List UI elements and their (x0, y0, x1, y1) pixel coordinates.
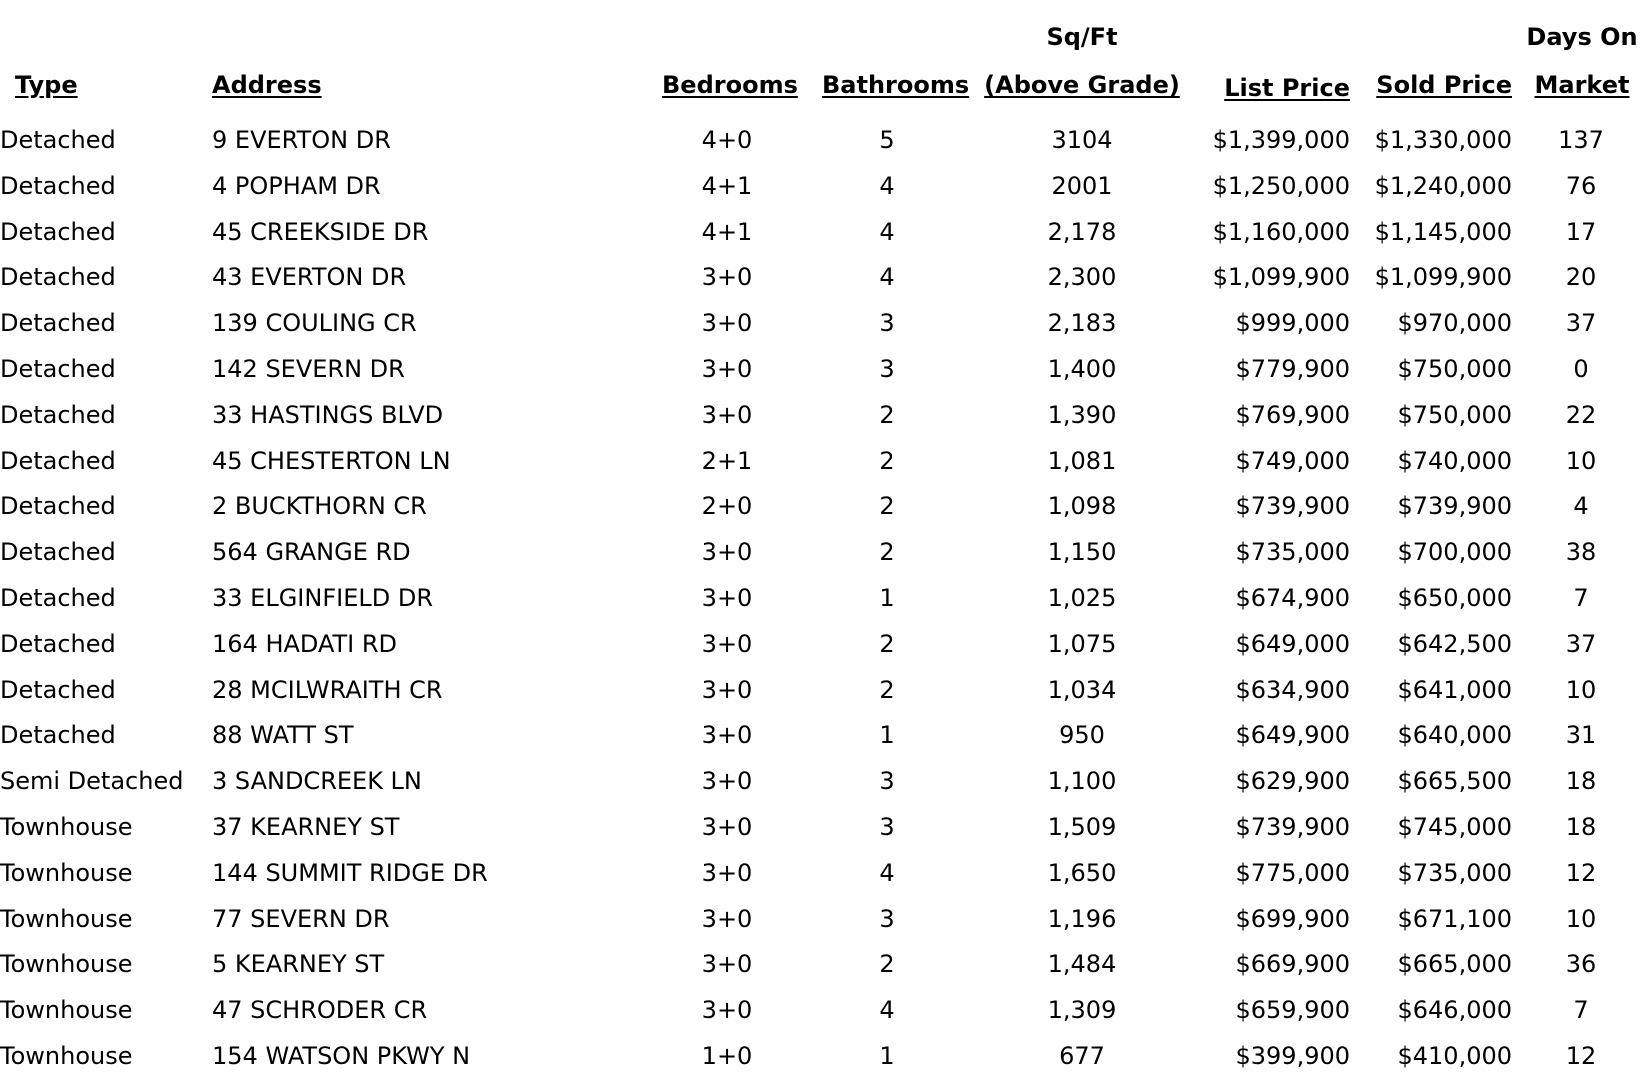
cell-sold-price: $1,240,000 (1374, 171, 1512, 200)
cell-sold-price: $1,330,000 (1374, 126, 1512, 154)
listings-table (0, 118, 1650, 1080)
cell-sqft: 2,183 (1047, 309, 1117, 338)
cell-list-price: $649,000 (1235, 629, 1350, 658)
cell-sold-price: $650,000 (1397, 583, 1512, 612)
cell-bathrooms: 1 (879, 583, 895, 612)
table-row (0, 347, 1650, 393)
cell-sqft: 1,390 (1047, 400, 1117, 429)
cell-type: Detached (0, 583, 116, 612)
table-row (0, 713, 1650, 759)
table-row (0, 942, 1650, 988)
cell-address: 88 WATT ST (212, 721, 354, 750)
cell-address: 45 CHESTERTON LN (212, 446, 451, 475)
header-sold-price (1360, 70, 1512, 100)
cell-bedrooms: 3+0 (701, 767, 753, 796)
header-sqft-line2: (Above Grade) (984, 71, 1180, 99)
cell-bedrooms: 4+1 (701, 217, 753, 246)
cell-days-on-market: 22 (1565, 400, 1597, 429)
cell-sqft: 2001 (1051, 171, 1113, 200)
cell-days-on-market: 12 (1565, 1041, 1597, 1070)
cell-list-price: $775,000 (1235, 858, 1350, 887)
cell-list-price: $1,399,000 (1212, 126, 1350, 154)
cell-days-on-market: 18 (1565, 767, 1597, 796)
cell-address: 28 MCILWRAITH CR (212, 675, 443, 704)
cell-list-price: $399,900 (1235, 1041, 1350, 1070)
cell-sold-price: $1,099,900 (1374, 263, 1512, 292)
header-sqft-line1: Sq/Ft (1046, 23, 1118, 51)
cell-address: 5 KEARNEY ST (212, 950, 385, 979)
cell-days-on-market: 10 (1565, 446, 1597, 475)
cell-sqft: 1,196 (1047, 904, 1117, 933)
cell-sold-price: $641,000 (1397, 675, 1512, 704)
cell-days-on-market: 7 (1573, 583, 1589, 612)
cell-type: Townhouse (0, 812, 133, 841)
header-address (212, 70, 322, 100)
cell-address: 9 EVERTON DR (212, 126, 391, 154)
cell-list-price: $739,900 (1235, 492, 1350, 521)
cell-sqft: 1,400 (1047, 354, 1117, 383)
cell-days-on-market: 17 (1565, 217, 1597, 246)
cell-list-price: $1,099,900 (1212, 263, 1350, 292)
cell-address: 142 SEVERN DR (212, 354, 405, 383)
table-row (0, 530, 1650, 576)
cell-sold-price: $640,000 (1397, 721, 1512, 750)
table-row (0, 805, 1650, 851)
cell-list-price: $634,900 (1235, 675, 1350, 704)
table-row (0, 439, 1650, 485)
cell-list-price: $649,900 (1235, 721, 1350, 750)
cell-list-price: $769,900 (1235, 400, 1350, 429)
cell-bathrooms: 4 (879, 858, 895, 887)
cell-bathrooms: 2 (879, 629, 895, 658)
cell-sqft: 1,081 (1047, 446, 1117, 475)
cell-sold-price: $739,900 (1397, 492, 1512, 521)
table-row (0, 484, 1650, 530)
cell-sqft: 1,650 (1047, 858, 1117, 887)
cell-bedrooms: 3+0 (701, 583, 753, 612)
table-row (0, 210, 1650, 256)
cell-bedrooms: 3+0 (701, 904, 753, 933)
cell-days-on-market: 10 (1565, 675, 1597, 704)
cell-address: 3 SANDCREEK LN (212, 767, 422, 796)
cell-list-price: $699,900 (1235, 904, 1350, 933)
cell-list-price: $1,250,000 (1212, 171, 1350, 200)
cell-bathrooms: 1 (879, 721, 895, 750)
cell-bedrooms: 3+0 (701, 950, 753, 979)
table-row (0, 988, 1650, 1034)
header-list-price (1200, 73, 1350, 103)
cell-bedrooms: 3+0 (701, 721, 753, 750)
cell-sold-price: $646,000 (1397, 996, 1512, 1025)
cell-bedrooms: 3+0 (701, 858, 753, 887)
cell-bathrooms: 2 (879, 446, 895, 475)
cell-list-price: $669,900 (1235, 950, 1350, 979)
cell-address: 43 EVERTON DR (212, 263, 407, 292)
cell-bathrooms: 3 (879, 904, 895, 933)
cell-address: 154 WATSON PKWY N (212, 1041, 471, 1070)
cell-bedrooms: 2+1 (701, 446, 753, 475)
cell-days-on-market: 37 (1565, 629, 1597, 658)
cell-bathrooms: 3 (879, 354, 895, 383)
cell-bathrooms: 2 (879, 492, 895, 521)
header-type (15, 70, 78, 100)
cell-list-price: $659,900 (1235, 996, 1350, 1025)
listings-table-body (0, 118, 1650, 1080)
cell-days-on-market: 76 (1565, 171, 1597, 200)
cell-sqft: 1,484 (1047, 950, 1117, 979)
cell-sold-price: $700,000 (1397, 538, 1512, 567)
cell-bathrooms: 3 (879, 812, 895, 841)
table-row (0, 576, 1650, 622)
cell-bedrooms: 3+0 (701, 629, 753, 658)
cell-type: Townhouse (0, 950, 133, 979)
table-row (0, 1034, 1650, 1080)
cell-address: 4 POPHAM DR (212, 171, 381, 200)
cell-list-price: $674,900 (1235, 583, 1350, 612)
table-row (0, 255, 1650, 301)
header-sqft (982, 22, 1182, 100)
table-row (0, 759, 1650, 805)
cell-bedrooms: 3+0 (701, 538, 753, 567)
header-dom-line1: Days On (1526, 23, 1638, 51)
cell-type: Townhouse (0, 996, 133, 1025)
cell-sold-price: $410,000 (1397, 1041, 1512, 1070)
cell-bedrooms: 3+0 (701, 675, 753, 704)
table-row (0, 668, 1650, 714)
cell-sqft: 2,300 (1047, 263, 1117, 292)
cell-type: Detached (0, 400, 116, 429)
cell-days-on-market: 4 (1573, 492, 1589, 521)
cell-days-on-market: 38 (1565, 538, 1597, 567)
table-row (0, 897, 1650, 943)
cell-bedrooms: 3+0 (701, 812, 753, 841)
cell-bathrooms: 2 (879, 950, 895, 979)
cell-type: Detached (0, 309, 116, 338)
header-bathrooms-label: Bathrooms (822, 71, 970, 99)
header-address-label: Address (212, 71, 322, 99)
header-bathrooms (822, 70, 970, 100)
cell-days-on-market: 31 (1565, 721, 1597, 750)
cell-bathrooms: 5 (879, 126, 895, 154)
header-list-price-label: List Price (1224, 74, 1350, 102)
cell-sqft: 950 (1059, 721, 1105, 750)
cell-days-on-market: 7 (1573, 996, 1589, 1025)
cell-bathrooms: 3 (879, 767, 895, 796)
cell-sold-price: $671,100 (1397, 904, 1512, 933)
cell-bathrooms: 2 (879, 675, 895, 704)
cell-days-on-market: 18 (1565, 812, 1597, 841)
cell-sqft: 1,025 (1047, 583, 1117, 612)
cell-type: Townhouse (0, 904, 133, 933)
cell-sold-price: $750,000 (1397, 400, 1512, 429)
cell-bathrooms: 2 (879, 400, 895, 429)
cell-type: Detached (0, 675, 116, 704)
cell-days-on-market: 10 (1565, 904, 1597, 933)
cell-type: Townhouse (0, 858, 133, 887)
cell-sqft: 1,100 (1047, 767, 1117, 796)
header-days-on-market (1520, 22, 1644, 100)
cell-list-price: $779,900 (1235, 354, 1350, 383)
table-row (0, 393, 1650, 439)
cell-type: Detached (0, 721, 116, 750)
cell-address: 45 CREEKSIDE DR (212, 217, 429, 246)
cell-address: 564 GRANGE RD (212, 538, 411, 567)
cell-sqft: 677 (1059, 1041, 1105, 1070)
header-bedrooms (662, 70, 798, 100)
cell-address: 144 SUMMIT RIDGE DR (212, 858, 488, 887)
cell-address: 47 SCHRODER CR (212, 996, 428, 1025)
cell-type: Detached (0, 629, 116, 658)
cell-sold-price: $740,000 (1397, 446, 1512, 475)
cell-days-on-market: 137 (1558, 126, 1604, 154)
cell-sold-price: $665,500 (1397, 767, 1512, 796)
cell-sold-price: $665,000 (1397, 950, 1512, 979)
cell-bedrooms: 2+0 (701, 492, 753, 521)
cell-bedrooms: 3+0 (701, 996, 753, 1025)
table-row (0, 118, 1650, 164)
table-row (0, 622, 1650, 668)
cell-list-price: $749,000 (1235, 446, 1350, 475)
cell-address: 164 HADATI RD (212, 629, 398, 658)
cell-type: Detached (0, 263, 116, 292)
cell-address: 139 COULING CR (212, 309, 417, 338)
cell-type: Detached (0, 354, 116, 383)
cell-sqft: 1,098 (1047, 492, 1117, 521)
cell-sqft: 1,034 (1047, 675, 1117, 704)
cell-bathrooms: 3 (879, 309, 895, 338)
cell-list-price: $629,900 (1235, 767, 1350, 796)
cell-type: Detached (0, 446, 116, 475)
cell-type: Detached (0, 171, 116, 200)
cell-sqft: 3104 (1051, 126, 1113, 154)
cell-address: 2 BUCKTHORN CR (212, 492, 427, 521)
cell-sold-price: $1,145,000 (1374, 217, 1512, 246)
cell-days-on-market: 37 (1565, 309, 1597, 338)
table-row (0, 164, 1650, 210)
cell-type: Semi Detached (0, 767, 184, 796)
header-type-label: Type (15, 71, 78, 99)
cell-days-on-market: 12 (1565, 858, 1597, 887)
cell-sold-price: $745,000 (1397, 812, 1512, 841)
cell-days-on-market: 0 (1573, 354, 1589, 383)
cell-bathrooms: 1 (879, 1041, 895, 1070)
cell-sold-price: $750,000 (1397, 354, 1512, 383)
cell-address: 33 ELGINFIELD DR (212, 583, 434, 612)
cell-sold-price: $735,000 (1397, 858, 1512, 887)
cell-type: Detached (0, 538, 116, 567)
cell-address: 37 KEARNEY ST (212, 812, 400, 841)
header-sold-price-label: Sold Price (1376, 71, 1512, 99)
cell-type: Detached (0, 492, 116, 521)
cell-list-price: $1,160,000 (1212, 217, 1350, 246)
cell-list-price: $735,000 (1235, 538, 1350, 567)
cell-sold-price: $970,000 (1397, 309, 1512, 338)
table-row (0, 301, 1650, 347)
cell-sqft: 1,075 (1047, 629, 1117, 658)
cell-bedrooms: 3+0 (701, 309, 753, 338)
cell-bedrooms: 4+1 (701, 171, 753, 200)
cell-list-price: $739,900 (1235, 812, 1350, 841)
cell-bedrooms: 3+0 (701, 400, 753, 429)
cell-bathrooms: 4 (879, 171, 895, 200)
cell-bathrooms: 4 (879, 217, 895, 246)
cell-bathrooms: 4 (879, 263, 895, 292)
cell-days-on-market: 36 (1565, 950, 1597, 979)
cell-address: 77 SEVERN DR (212, 904, 390, 933)
cell-address: 33 HASTINGS BLVD (212, 400, 444, 429)
cell-type: Detached (0, 217, 116, 246)
cell-bedrooms: 3+0 (701, 263, 753, 292)
cell-bedrooms: 4+0 (701, 126, 753, 154)
cell-bathrooms: 2 (879, 538, 895, 567)
header-dom-line2: Market (1534, 71, 1630, 99)
cell-sqft: 1,150 (1047, 538, 1117, 567)
cell-sqft: 1,309 (1047, 996, 1117, 1025)
cell-type: Detached (0, 126, 116, 154)
cell-sold-price: $642,500 (1397, 629, 1512, 658)
table-row (0, 851, 1650, 897)
cell-bedrooms: 1+0 (701, 1041, 753, 1070)
cell-bedrooms: 3+0 (701, 354, 753, 383)
cell-list-price: $999,000 (1235, 309, 1350, 338)
header-bedrooms-label: Bedrooms (662, 71, 798, 99)
cell-sqft: 1,509 (1047, 812, 1117, 841)
cell-bathrooms: 4 (879, 996, 895, 1025)
cell-days-on-market: 20 (1565, 263, 1597, 292)
cell-sqft: 2,178 (1047, 217, 1117, 246)
cell-type: Townhouse (0, 1041, 133, 1070)
